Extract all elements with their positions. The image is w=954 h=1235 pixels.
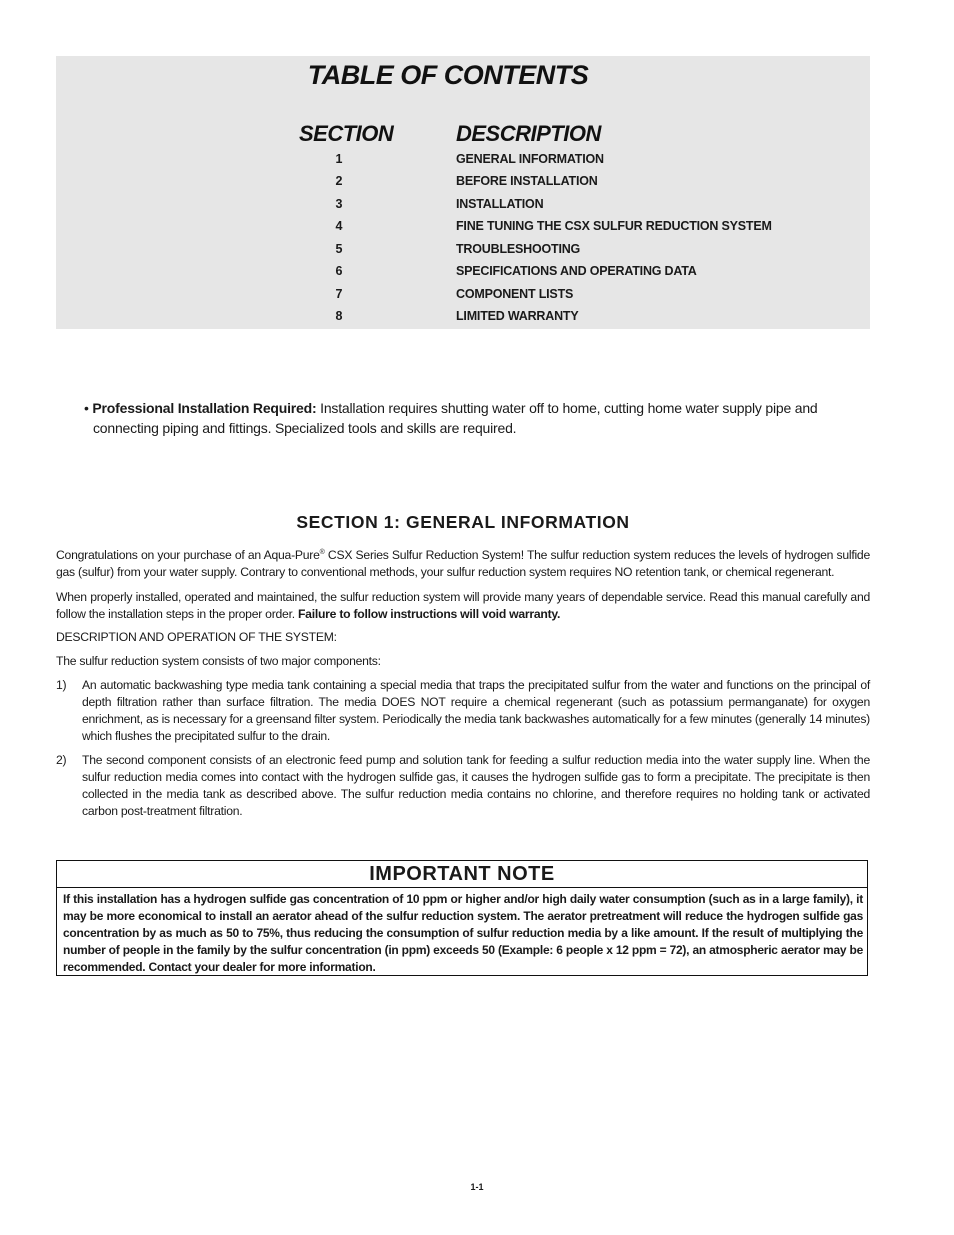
toc-row-number: 2 (335, 174, 343, 188)
important-note-box (56, 860, 868, 976)
installation-notice-line1 (84, 399, 844, 419)
intro-text-start: Congratulations on your purchase of an Aqua-Pure (56, 548, 320, 562)
toc-row (56, 174, 870, 196)
care-paragraph (56, 589, 870, 623)
toc-row-number: 3 (335, 197, 343, 211)
installation-notice (84, 399, 844, 438)
intro-text-end: CSX Series Sulfur Reduction System! The sulfur reduction system reduces the levels of hydrogen sulfide gas (sulfur) from your water supply. Contrary to conventional methods, your sulfur reduction system requires NO retention tank, or chemical regenerant. (56, 548, 870, 579)
important-note-title: IMPORTANT NOTE (57, 861, 867, 888)
installation-notice-line2: connecting piping and fittings. Specialized tools and skills are required. (93, 419, 517, 436)
toc-description-header: DESCRIPTION (456, 121, 601, 146)
toc-row (56, 309, 870, 331)
toc-row-description: GENERAL INFORMATION (456, 152, 604, 166)
toc-row-description: INSTALLATION (456, 197, 544, 211)
toc-row (56, 242, 870, 264)
toc-row (56, 264, 870, 286)
toc-row-description: BEFORE INSTALLATION (456, 174, 598, 188)
installation-notice-lead: Professional Installation Required: (92, 400, 317, 416)
toc-row-description: COMPONENT LISTS (456, 287, 574, 301)
page-number: 1-1 (470, 1182, 484, 1192)
toc-row (56, 287, 870, 309)
toc-row-number: 5 (335, 242, 343, 256)
care-text: When properly installed, operated and maintained, the sulfur reduction system will provide many years of dependable service. Read this manual carefully and follow the installation steps in the proper order. (56, 590, 870, 621)
table-of-contents (56, 56, 870, 329)
toc-row (56, 219, 870, 241)
toc-row-number: 8 (335, 309, 343, 323)
toc-row-number: 4 (335, 219, 343, 233)
toc-title: TABLE OF CONTENTS (307, 60, 589, 90)
list-item-number: 1) (56, 678, 67, 692)
intro-paragraph (56, 547, 870, 581)
toc-row-number: 6 (335, 264, 343, 278)
toc-row-description: LIMITED WARRANTY (456, 309, 579, 323)
registered-mark: ® (319, 549, 325, 556)
list-item-number: 2) (56, 753, 67, 767)
toc-row-description: FINE TUNING THE CSX SULFUR REDUCTION SYSTEM (456, 219, 772, 233)
important-note-text: If this installation has a hydrogen sulfide gas concentration of 10 ppm or higher and/or high daily water consumption (such as in a large family), it may be more economical to install an aerator ahead of the sulfur reduction system. The aerator pretreatment will reduce the hydrogen sulfide gas concentration by as much as 50 to 75%, thus reducing the consumption of sulfur reduction media by a like amount. If the result of multiplying the number of people in the family by the sulfur concentration (in ppm) exceeds 50 (Example: 6 people x 12 ppm = 72), an atmospheric aerator may be recommended. Contact your dealer for more information. (63, 892, 863, 974)
installation-notice-text: Installation requires shutting water off to home, cutting home water supply pipe and (316, 400, 818, 416)
section-heading: SECTION 1: GENERAL INFORMATION (296, 512, 630, 532)
list-item-text: An automatic backwashing type media tank containing a special media that traps the precipitated sulfur from the water and functions on the principal of depth filtration rather than surface filtration. The media DOES NOT require a chemical regenerant (such as potassium permanganate) for oxygen enrichment, as is necessary for a greensand filter system. Periodically the media tank backwashes automatically for a few minutes (generally 14 minutes) which flushes the precipitated sulfur to the drain. (82, 678, 870, 743)
bullet-mark: • (84, 400, 89, 416)
toc-row-number: 7 (335, 287, 343, 301)
toc-row-description: TROUBLESHOOTING (456, 242, 581, 256)
warranty-warning: Failure to follow instructions will void warranty. (297, 607, 561, 621)
list-item-text: The second component consists of an electronic feed pump and solution tank for feeding a sulfur reduction media into the water supply line. When the sulfur reduction media comes into contact with the hydrogen sulfide gas, it causes the hydrogen sulfide gas to form a precipitate. The precipitate is then collected in the media tank as described above. The sulfur reduction media contains no chlorine, and therefore requires no holding tank or activated carbon post-treatment filtration. (82, 753, 870, 818)
description-subheading: DESCRIPTION AND OPERATION OF THE SYSTEM: (56, 630, 337, 644)
toc-row-number: 1 (335, 152, 343, 166)
toc-row-description: SPECIFICATIONS AND OPERATING DATA (456, 264, 697, 278)
components-intro: The sulfur reduction system consists of two major components: (56, 654, 381, 668)
toc-row (56, 197, 870, 219)
toc-section-header: SECTION (299, 121, 394, 146)
toc-row (56, 152, 870, 174)
